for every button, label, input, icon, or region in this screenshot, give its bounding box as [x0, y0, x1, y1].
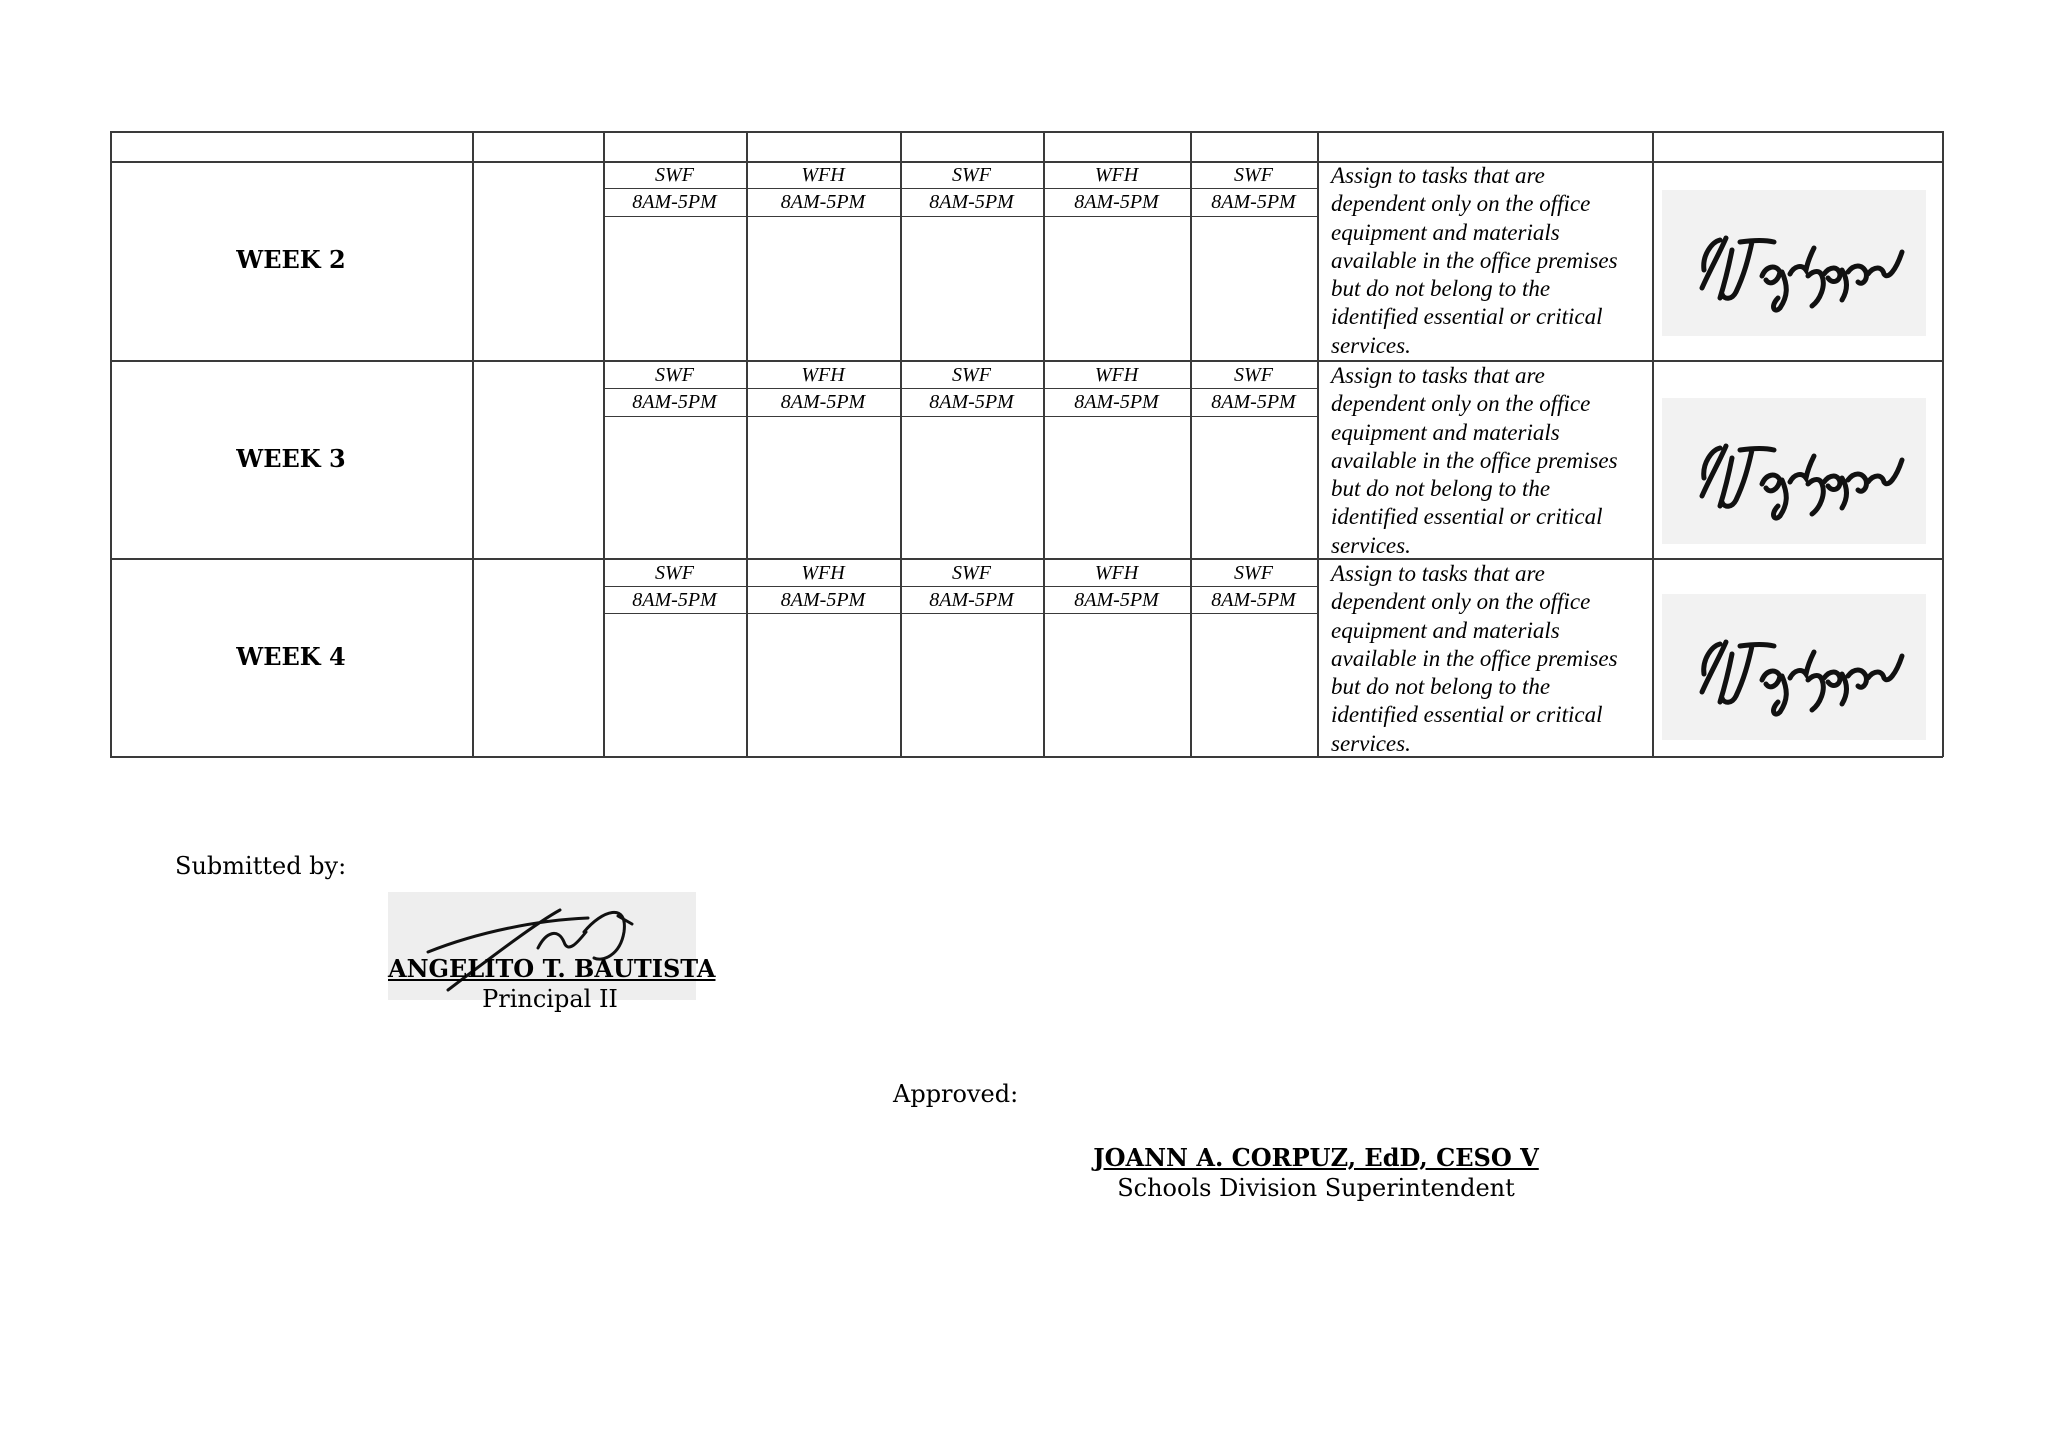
day-time: 8AM-5PM — [929, 191, 1014, 213]
week-label: WEEK 4 — [236, 642, 346, 671]
day-time: 8AM-5PM — [780, 191, 866, 213]
day-time: 8AM-5PM — [929, 589, 1014, 611]
remarks-line: but do not belong to the — [1331, 276, 1551, 302]
column-divider — [1317, 131, 1319, 757]
day-mode: SWF — [952, 562, 991, 584]
day-mode: WFH — [1094, 364, 1139, 386]
signature-image — [1662, 190, 1926, 336]
day-time: 8AM-5PM — [780, 589, 866, 611]
approver-name: JOANN A. CORPUZ, EdD, CESO V — [1093, 1143, 1539, 1172]
remarks-line: equipment and materials — [1331, 419, 1560, 445]
day-time: 8AM-5PM — [632, 191, 717, 213]
remarks-line: Assign to tasks that are — [1331, 363, 1545, 388]
remarks-cell — [1331, 560, 1618, 758]
day-mode: SWF — [1234, 164, 1273, 186]
remarks-line: identified essential or critical — [1331, 304, 1603, 330]
remarks-line: dependent only on the office — [1331, 391, 1591, 417]
week-label: WEEK 3 — [236, 444, 346, 473]
day-mode: WFH — [801, 164, 845, 186]
signature-image — [1662, 594, 1926, 740]
day-time: 8AM-5PM — [1074, 589, 1159, 611]
column-divider — [746, 131, 748, 757]
remarks-line: available in the office premises — [1331, 645, 1618, 671]
remarks-line: equipment and materials — [1331, 219, 1560, 245]
signature-icon — [388, 892, 696, 1000]
day-mode: WFH — [801, 562, 845, 584]
column-divider — [1190, 131, 1192, 757]
approver-title: Schools Division Superintendent — [1117, 1174, 1515, 1202]
day-time: 8AM-5PM — [632, 391, 717, 413]
day-mode: SWF — [952, 364, 991, 386]
day-time: 8AM-5PM — [1211, 391, 1296, 413]
day-mode: SWF — [1234, 562, 1273, 584]
remarks-line: services. — [1331, 730, 1411, 756]
subrow-divider — [603, 216, 1317, 217]
signature-icon — [1662, 190, 1926, 336]
week-label: WEEK 2 — [236, 245, 346, 274]
submitter-name: ANGELITO T. BAUTISTA — [388, 954, 716, 983]
subrow-divider — [603, 613, 1317, 614]
day-time: 8AM-5PM — [632, 589, 717, 611]
day-mode: WFH — [1094, 164, 1139, 186]
column-divider — [1043, 131, 1045, 757]
day-mode: WFH — [801, 364, 845, 386]
remarks-line: but do not belong to the — [1331, 674, 1551, 700]
day-mode: SWF — [1234, 364, 1273, 386]
remarks-line: identified essential or critical — [1331, 702, 1603, 728]
day-time: 8AM-5PM — [1074, 191, 1159, 213]
signature-icon — [1662, 594, 1926, 740]
remarks-line: identified essential or critical — [1331, 504, 1603, 530]
signature-icon — [1662, 398, 1926, 544]
remarks-line: Assign to tasks that are — [1331, 561, 1545, 586]
remarks-line: services. — [1331, 332, 1411, 358]
submitter-title: Principal II — [482, 985, 618, 1013]
day-time: 8AM-5PM — [1211, 589, 1296, 611]
subrow-divider — [603, 416, 1317, 417]
table-border-right — [1942, 131, 1944, 757]
column-divider — [1652, 131, 1654, 757]
table-border-bottom — [110, 756, 1943, 758]
remarks-line: Assign to tasks that are — [1331, 163, 1545, 188]
column-divider — [603, 131, 605, 757]
column-divider — [472, 131, 474, 757]
column-divider — [900, 131, 902, 757]
day-time: 8AM-5PM — [1211, 191, 1296, 213]
day-mode: SWF — [655, 562, 694, 584]
day-mode: SWF — [655, 364, 694, 386]
day-mode: WFH — [1094, 562, 1139, 584]
remarks-line: dependent only on the office — [1331, 191, 1591, 217]
remarks-cell — [1331, 162, 1618, 360]
day-time: 8AM-5PM — [1074, 391, 1159, 413]
remarks-line: dependent only on the office — [1331, 589, 1591, 615]
remarks-line: equipment and materials — [1331, 617, 1560, 643]
signature-image — [1662, 398, 1926, 544]
submitter-signature-image — [388, 892, 696, 1000]
day-mode: SWF — [952, 164, 991, 186]
approved-label: Approved: — [893, 1080, 1019, 1108]
remarks-line: available in the office premises — [1331, 247, 1618, 273]
day-time: 8AM-5PM — [780, 391, 866, 413]
remarks-cell — [1331, 362, 1618, 560]
day-mode: SWF — [655, 164, 694, 186]
remarks-line: available in the office premises — [1331, 447, 1618, 473]
day-time: 8AM-5PM — [929, 391, 1014, 413]
submitted-by-label: Submitted by: — [175, 852, 347, 880]
table-border-top — [110, 131, 1943, 133]
remarks-line: services. — [1331, 532, 1411, 558]
remarks-line: but do not belong to the — [1331, 476, 1551, 502]
